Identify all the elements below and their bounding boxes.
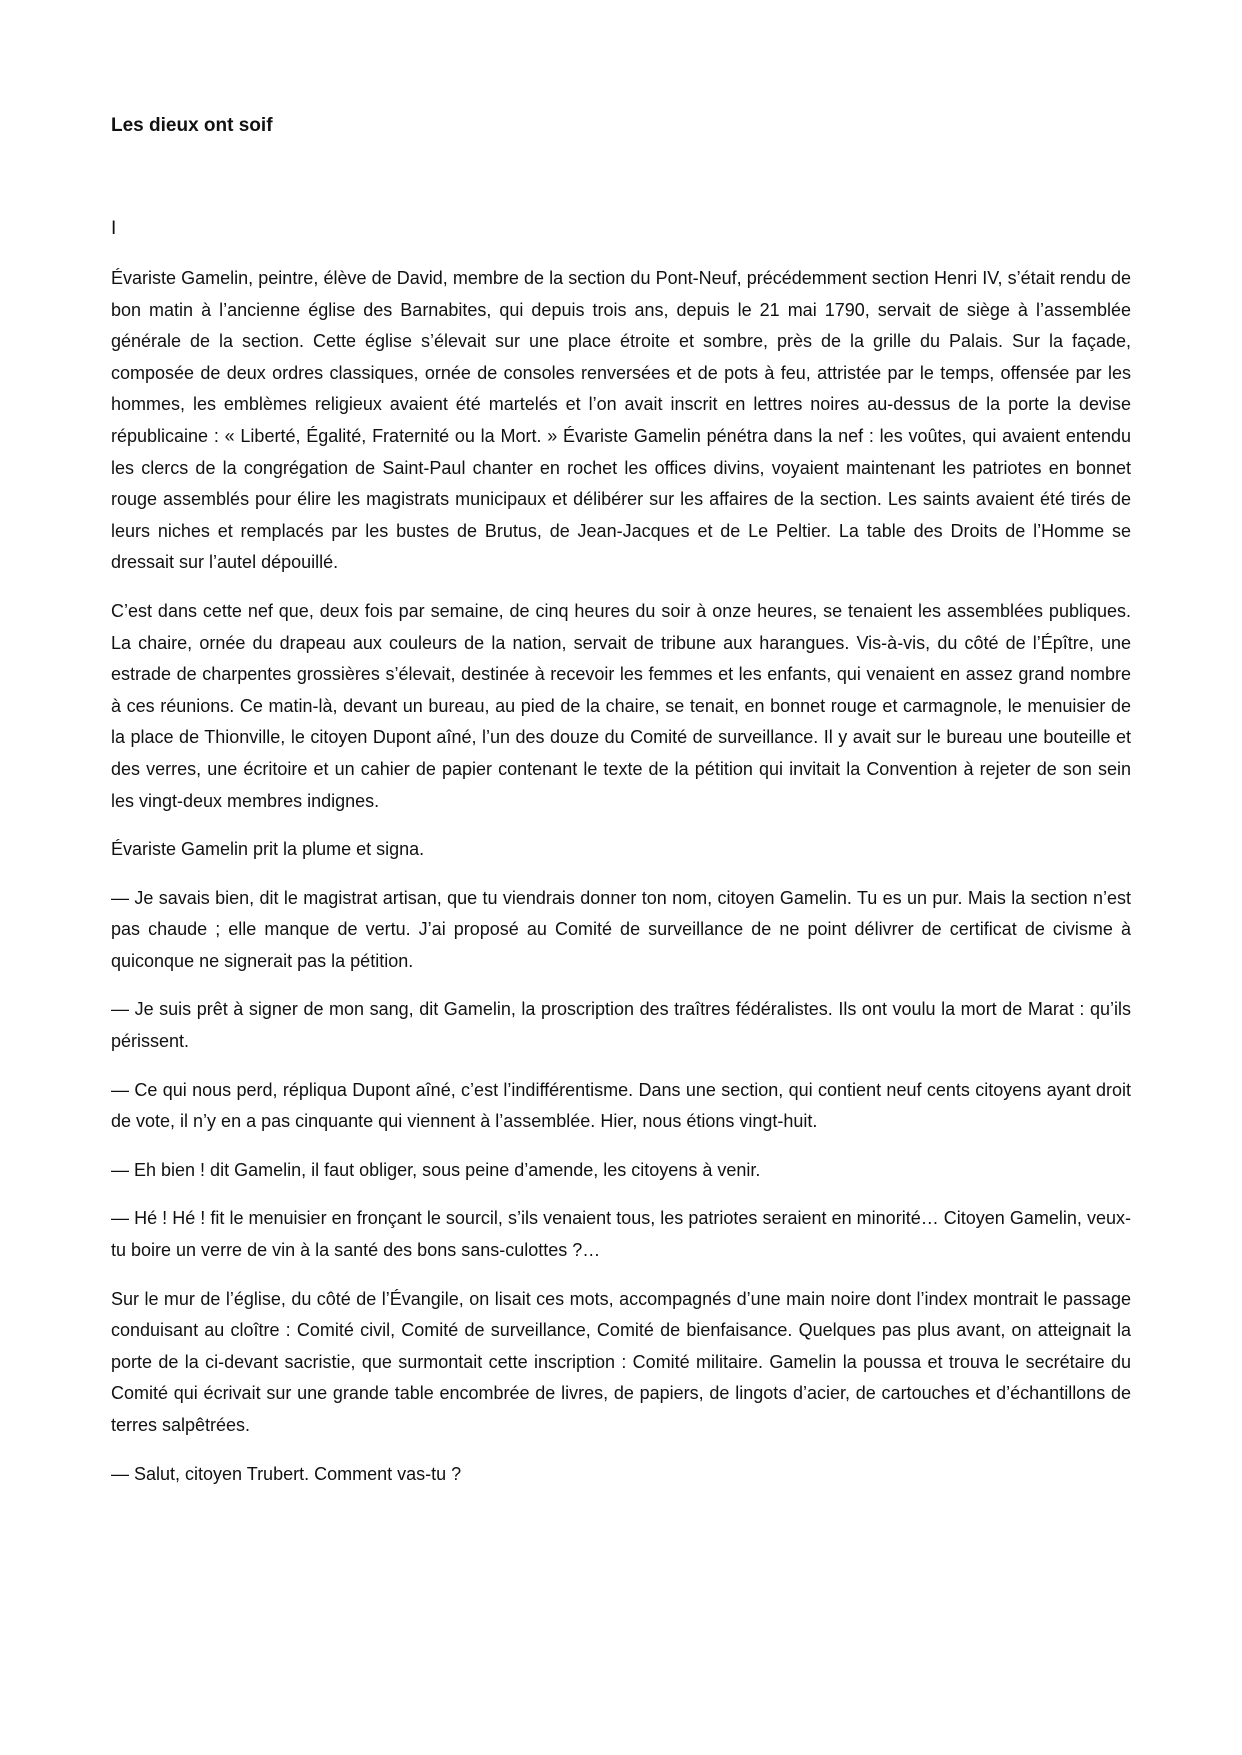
paragraph: Évariste Gamelin, peintre, élève de David, membre de la section du Pont-Neuf, précédemment section Henri IV, s’était rendu de bon matin à l’ancienne église des Barnabites, qui depuis trois ans, depuis le 21 mai 1790, servait de siège à l’assemblée générale de la section. Cette église s’élevait sur une place étroite et sombre, près de la grille du Palais. Sur la façade, composée de deux ordres classiques, ornée de consoles renversées et de pots à feu, attristée par le temps, offensée par les hommes, les emblèmes religieux avaient été martelés et l’on avait inscrit en lettres noires au-dessus de la porte la devise républicaine : « Liberté, Égalité, Fraternité ou la Mort. » Évariste Gamelin pénétra dans la nef : les voûtes, qui avaient entendu les clercs de la congrégation de Saint-Paul chanter en rochet les offices divins, voyaient maintenant les patriotes en bonnet rouge assemblés pour élire les magistrats municipaux et délibérer sur les affaires de la section. Les saints avaient été tirés de leurs niches et remplacés par les bustes de Brutus, de Jean-Jacques et de Le Peltier. La table des Droits de l’Homme se dressait sur l’autel dépouillé.: [111, 268, 1131, 573]
paragraph: — Ce qui nous perd, répliqua Dupont aîné, c’est l’indifférentisme. Dans une section, qui contient neuf cents citoyens ayant droit de vote, il n’y en a pas cinquante qui viennent à l’assemblée. Hier, nous étions vingt-huit.: [111, 1079, 1131, 1132]
document-title: Les dieux ont soif: [111, 115, 273, 136]
paragraph: — Hé ! Hé ! fit le menuisier en fronçant le sourcil, s’ils venaient tous, les patriotes seraient en minorité… Citoyen Gamelin, veux-tu boire un verre de vin à la santé des bons sans-culottes ?…: [111, 1208, 1131, 1261]
paragraph: — Salut, citoyen Trubert. Comment vas-tu ?: [111, 1463, 462, 1484]
paragraph: — Eh bien ! dit Gamelin, il faut obliger, sous peine d’amende, les citoyens à venir.: [111, 1159, 761, 1180]
body-text: [111, 263, 1131, 1507]
paragraph: Sur le mur de l’église, du côté de l’Évangile, on lisait ces mots, accompagnés d’une main noire dont l’index montrait le passage conduisant au cloître : Comité civil, Comité de surveillance, Comité de bienfaisance. Quelques pas plus avant, on atteignait la porte de la ci-devant sacristie, que surmontait cette inscription : Comité militaire. Gamelin la poussa et trouva le secrétaire du Comité qui écrivait sur une grande table encombrée de livres, de papiers, de lingots d’acier, de cartouches et d’échantillons de terres salpêtrées.: [111, 1288, 1131, 1435]
paragraph: — Je savais bien, dit le magistrat artisan, que tu viendrais donner ton nom, citoyen Gamelin. Tu es un pur. Mais la section n’est pas chaude ; elle manque de vertu. J’ai proposé au Comité de surveillance de ne point délivrer de certificat de civisme à quiconque ne signerait pas la pétition.: [111, 887, 1131, 971]
chapter-number: I: [111, 218, 117, 239]
paragraph: — Je suis prêt à signer de mon sang, dit Gamelin, la proscription des traîtres fédéralistes. Ils ont voulu la mort de Marat : qu’ils périssent.: [111, 999, 1131, 1052]
paragraph: C’est dans cette nef que, deux fois par semaine, de cinq heures du soir à onze heures, se tenaient les assemblées publiques. La chaire, ornée du drapeau aux couleurs de la nation, servait de tribune aux harangues. Vis-à-vis, du côté de l’Épître, une estrade de charpentes grossières s’élevait, destinée à recevoir les femmes et les enfants, qui venaient en assez grand nombre à ces réunions. Ce matin-là, devant un bureau, au pied de la chaire, se tenait, en bonnet rouge et carmagnole, le menuisier de la place de Thionville, le citoyen Dupont aîné, l’un des douze du Comité de surveillance. Il y avait sur le bureau une bouteille et des verres, une écritoire et un cahier de papier contenant le texte de la pétition qui invitait la Convention à rejeter de son sein les vingt-deux membres indignes.: [111, 600, 1131, 811]
paragraph: Évariste Gamelin prit la plume et signa.: [111, 839, 425, 860]
